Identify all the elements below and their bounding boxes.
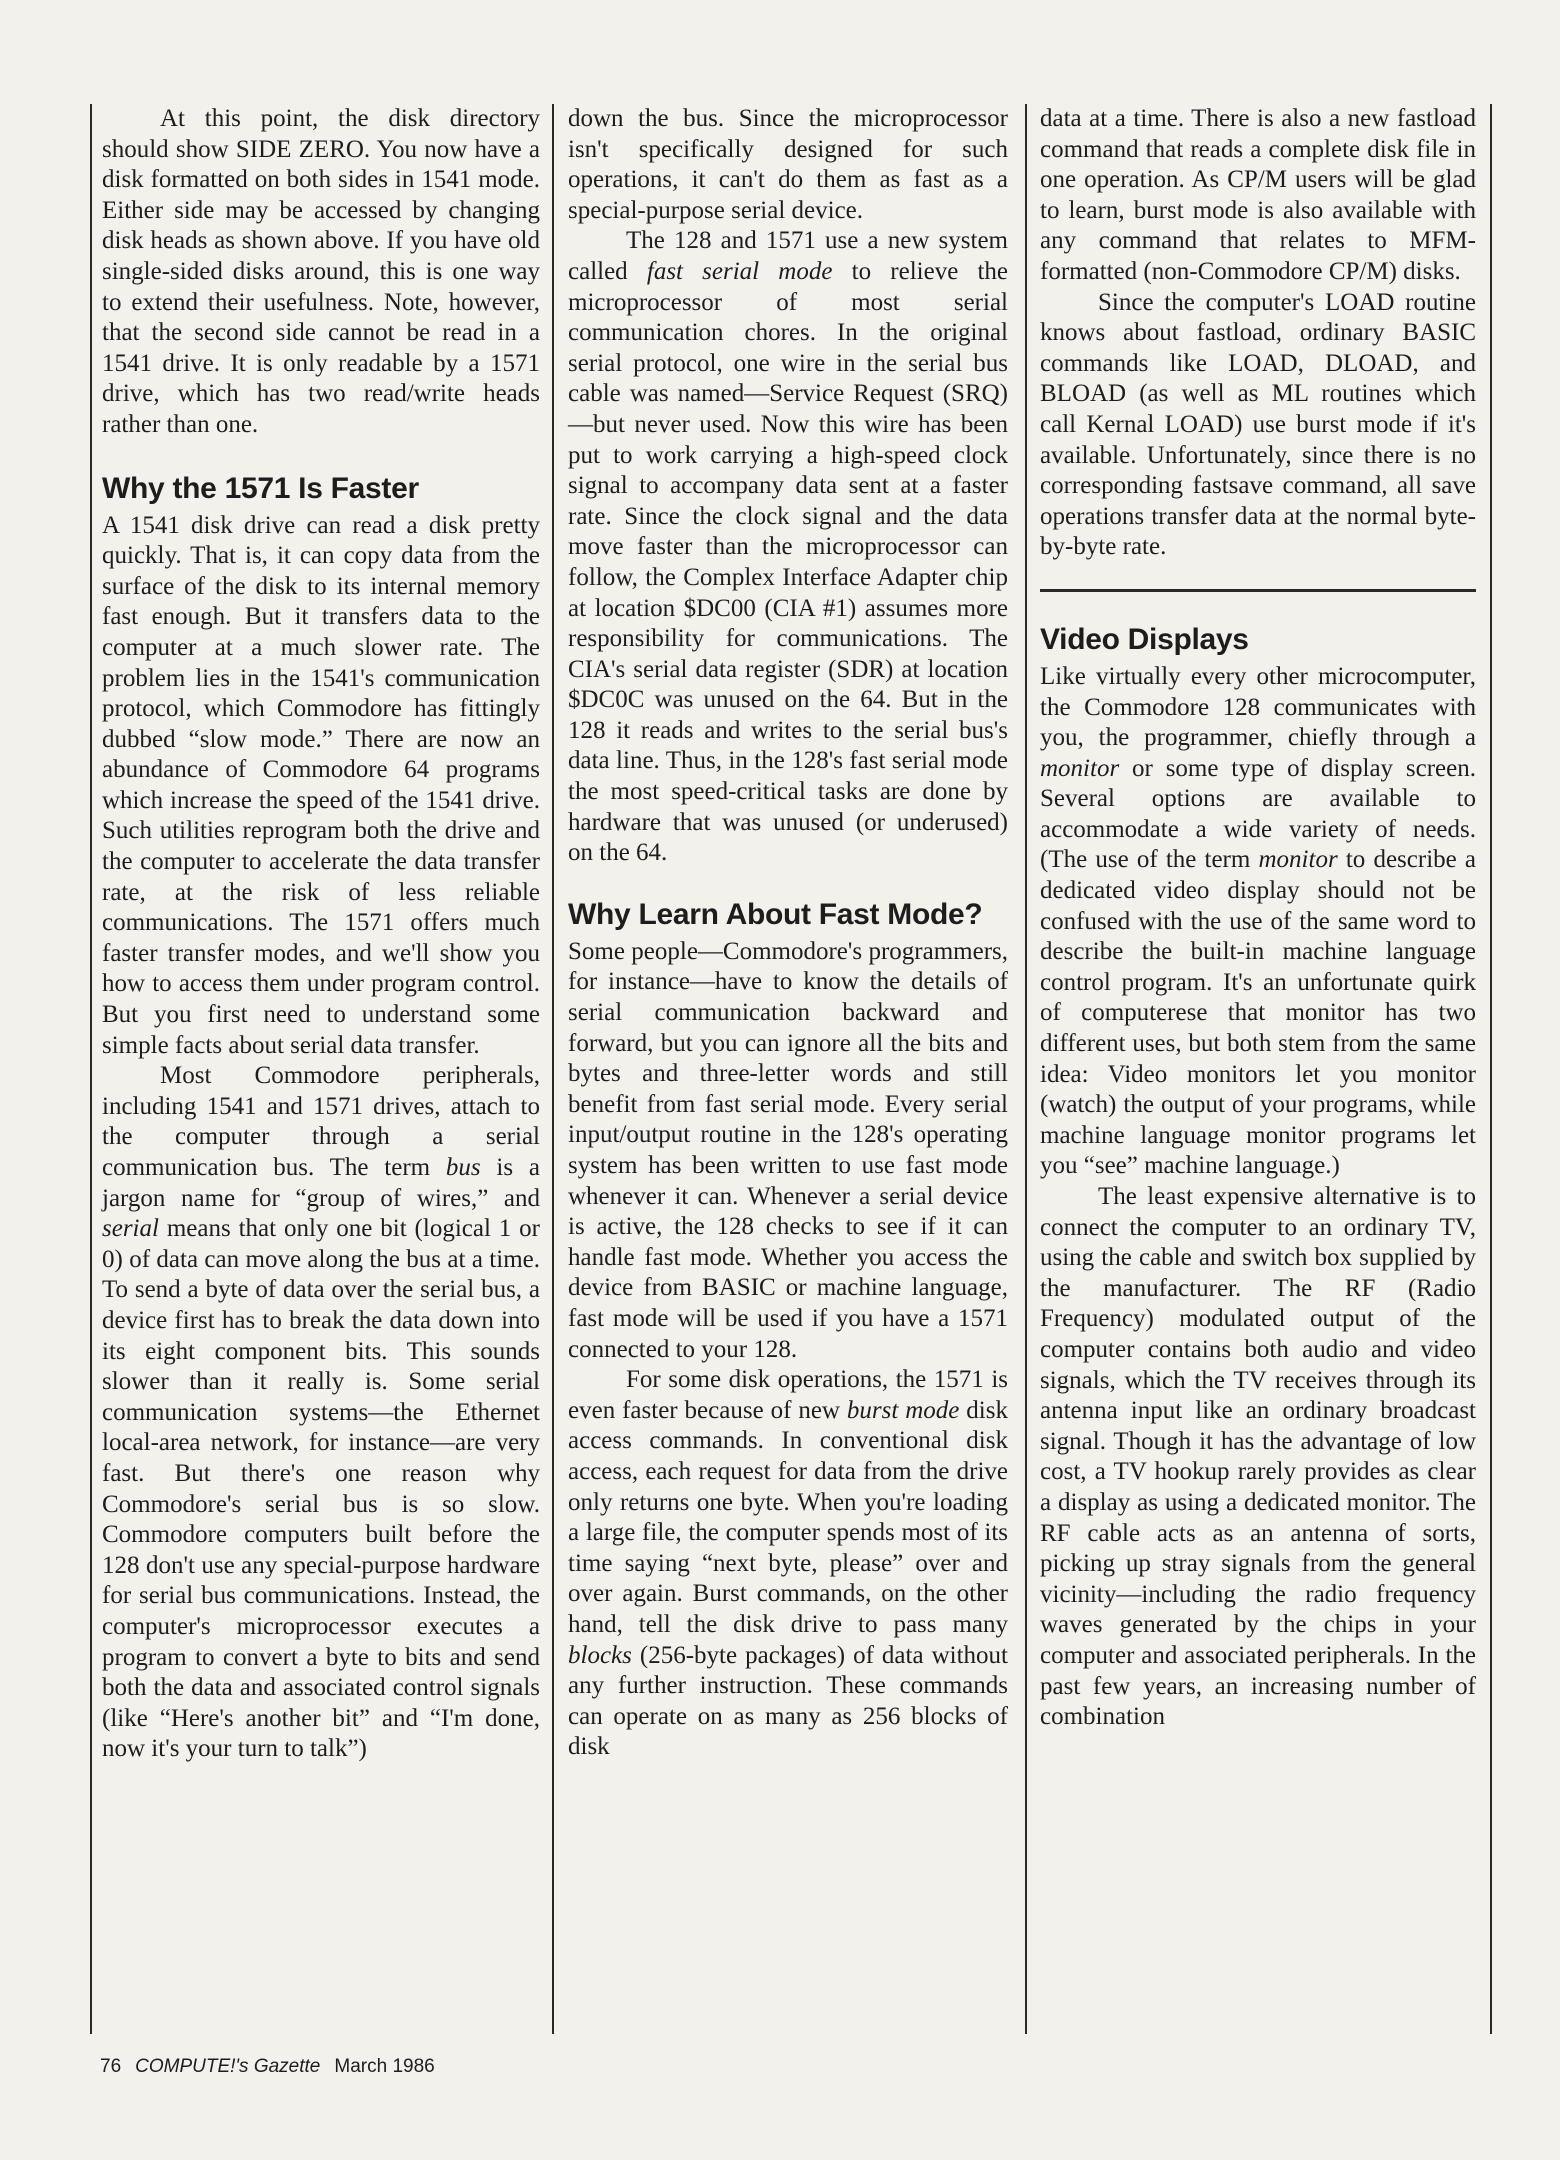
paragraph: The least expensive alternative is to connect the computer to an ordinary TV, using the cable and switch box supplied by the manufacturer. The RF (Radio Frequency) modulated output of the computer contains both audio and video signals, which the TV receives through its antenna input like an ordinary broadcast signal. Though it has the advantage of low cost, a TV hookup rarely provides as clear a display as using a dedicated monitor. The RF cable acts as an antenna of sorts, picking up stray signals from the general vicinity—including the radio frequency waves generated by the chips in your computer and associated peripherals. In the past few years, an increasing number of combination xyxy=(1040,1183,1476,1731)
paragraph: Since the computer's LOAD routine knows about fastload, ordinary BASIC commands like LOAD, DLOAD, and BLOAD (as well as ML routines which call Kernal LOAD) use burst mode if it's available. Unfortunately, since there is no corresponding fastsave command, all save operations transfer data at the normal byte-by-byte rate. xyxy=(1040,288,1476,561)
paragraph: Most Commodore peripherals, including 1541 and 1571 drives, attach to the computer through a serial communication bus. The term bus is a jargon name for “group of wires,” and serial means that only one bit (logical 1 or 0) of data can move along the bus at a time. To send a byte of data over the serial bus, a device first has to break the data down into its eight component bits. This sounds slower than it really is. Some serial communication systems—the Ethernet local-area network, for instance—are very fast. But there's one reason why Commodore's serial bus is so slow. Commodore computers built before the 128 don't use any special-purpose hardware for serial bus communications. Instead, the computer's microprocessor executes a program to convert a byte to bits and send both the data and associated control signals (like “Here's another bit” and “I'm done, now it's your turn to talk”) xyxy=(102,1062,540,1763)
section-heading: Why the 1571 Is Faster xyxy=(102,471,419,505)
column-rule-middle-2 xyxy=(1025,104,1027,2034)
paragraph: The 128 and 1571 use a new system called fast serial mode to relieve the microprocessor of most serial communication chores. In the original serial protocol, one wire in the serial bus cable was named—Service Request (SRQ)—but never used. Now this wire has been put to work carrying a high-speed clock signal to accompany data sent at a faster rate. Since the clock signal and the data move faster than the microprocessor can follow, the Complex Interface Adapter chip at location $DC00 (CIA #1) assumes more responsibility for communications. The CIA's serial data register (SDR) at location $DC0C was unused on the 64. But in the 128 it reads and writes to the serial bus's data line. Thus, in the 128's fast serial mode the most speed-critical tasks are done by hardware that was unused (or underused) on the 64. xyxy=(568,227,1009,867)
paragraph: At this point, the disk directory should show SIDE ZERO. You now have a disk formatted on both sides in 1541 mode. Either side may be accessed by changing disk heads as shown above. If you have old single-sided disks around, this is one way to extend their usefulness. Note, however, that the second side cannot be read in a 1541 drive. It is only readable by a 1571 drive, which has two read/write heads rather than one. xyxy=(102,105,540,438)
publication-name: COMPUTE!'s Gazette xyxy=(135,2056,321,2077)
page-footer xyxy=(100,2056,435,2078)
column-2 xyxy=(568,104,1008,1763)
column-rule-right xyxy=(1490,104,1492,2034)
column-rule-left xyxy=(90,104,92,2034)
section-divider xyxy=(1040,589,1476,592)
column-1 xyxy=(102,104,540,1765)
paragraph: Some people—Commodore's programmers, for instance—have to know the details of serial communication backward and forward, but you can ignore all the bits and bytes and three-letter words and still benefit from fast serial mode. Every serial input/output routine in the 128's operating system has been written to use fast mode whenever it can. Whenever a serial device is active, the 128 checks to see if it can handle fast mode. Whether you access the device from BASIC or machine language, fast mode will be used if you have a 1571 connected to your 128. xyxy=(568,937,1008,1363)
paragraph: For some disk operations, the 1571 is even faster because of new burst mode disk access commands. In conventional disk access, each request for data from the drive only returns one byte. When you're loading a large file, the computer spends most of its time saying “next byte, please” over and over again. Burst commands, on the other hand, tell the disk drive to pass many blocks (256-byte packages) of data without any further instruction. These commands can operate on as many as 256 blocks of disk xyxy=(568,1366,1008,1761)
paragraph: Like virtually every other microcomputer, the Commodore 128 communicates with you, the programmer, chiefly through a monitor or some type of display screen. Several options are available to accommodate a wide variety of needs. (The use of the term monitor to describe a dedicated video display should not be confused with the use of the same word to describe the built-in machine language control program. It's an unfortunate quirk of computerese that monitor has two different uses, but both stem from the same idea: Video monitors let you monitor (watch) the output of your programs, while machine language monitor programs let you “see” machine language.) xyxy=(1040,662,1476,1180)
section-heading: Video Displays xyxy=(1040,622,1249,656)
paragraph: A 1541 disk drive can read a disk pretty quickly. That is, it can copy data from the surface of the disk to its internal memory fast enough. But it transfers data to the computer at a much slower rate. The problem lies in the 1541's communication protocol, which Commodore has fittingly dubbed “slow mode.” There are now an abundance of Commodore 64 programs which increase the speed of the 1541 drive. Such utilities reprogram both the drive and the computer to accelerate the data transfer rate, at the risk of less reliable communications. The 1571 offers much faster transfer modes, and we'll show you how to access them under program control. But you first need to understand some simple facts about serial data transfer. xyxy=(102,511,540,1059)
section-heading: Why Learn About Fast Mode? xyxy=(568,897,983,931)
page-number: 76 xyxy=(100,2056,122,2077)
issue-date: March 1986 xyxy=(334,2056,435,2077)
column-3 xyxy=(1040,104,1476,1733)
paragraph: down the bus. Since the microprocessor isn't specifically designed for such operations, it can't do them as fast as a special-purpose serial device. xyxy=(568,105,1008,224)
paragraph: data at a time. There is also a new fastload command that reads a complete disk file in one operation. As CP/M users will be glad to learn, burst mode is also available with any command that relates to MFM-formatted (non-Commodore CP/M) disks. xyxy=(1040,105,1476,285)
column-rule-middle-1 xyxy=(552,104,554,2034)
